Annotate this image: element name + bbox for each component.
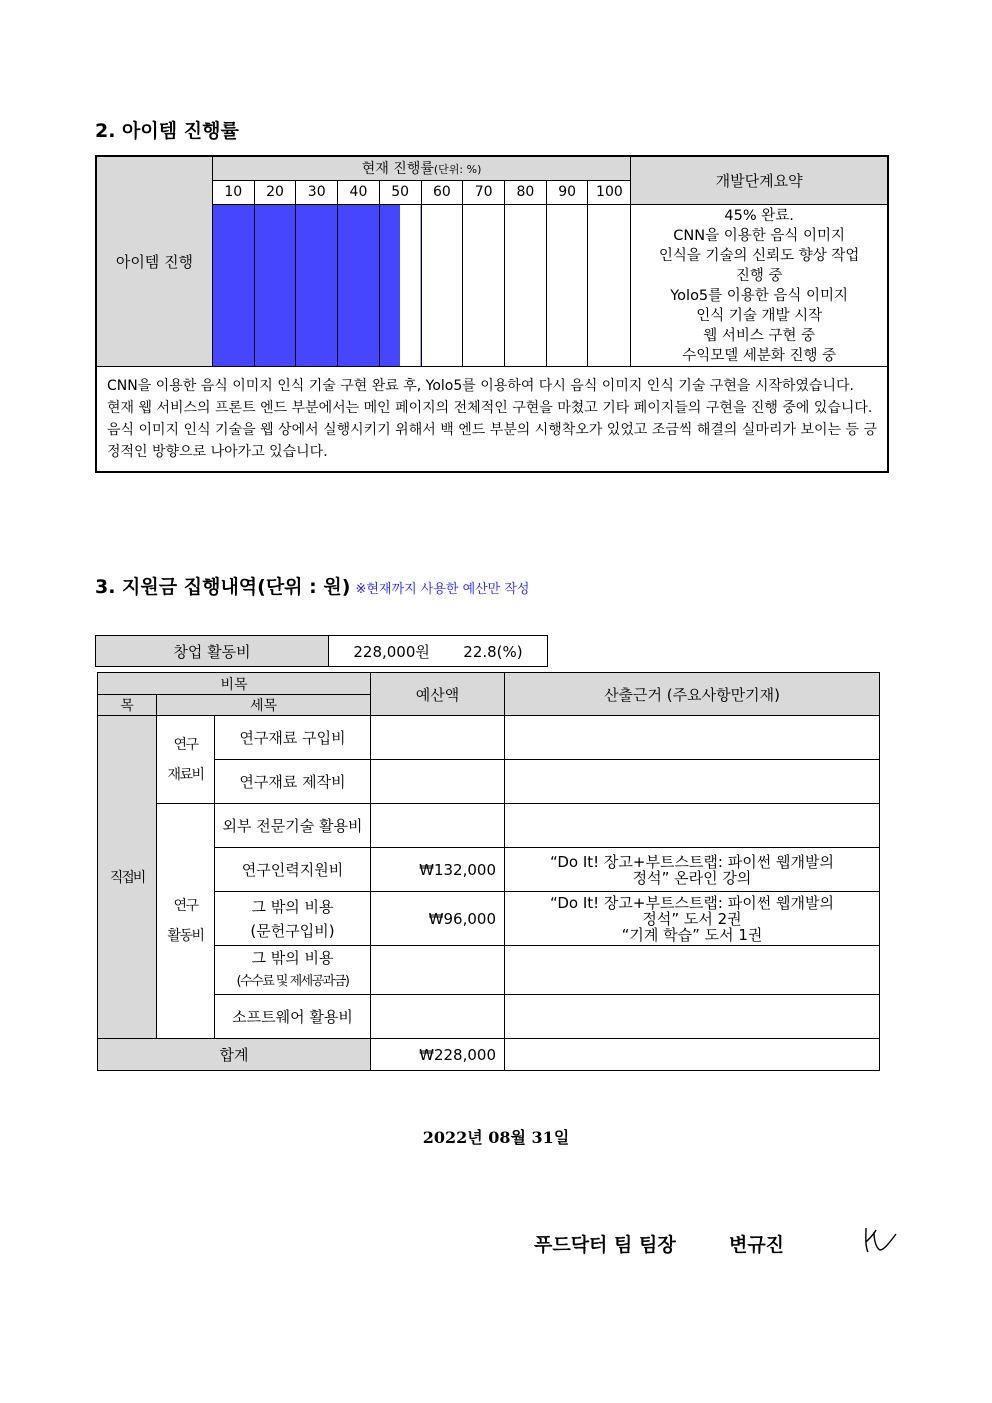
progress-note: 현재 웹 서비스의 프론트 엔드 부분에서는 메인 페이지의 전체적인 구현을 마쳤고 기타 페이지들의 구현을 진행 중에 있습니다. [107, 399, 873, 416]
signature-title: 푸드닥터 팀 팀장 [534, 1234, 676, 1256]
sub-group [157, 804, 215, 1039]
line-item-basis [505, 804, 880, 848]
header-sub: 세목 [157, 695, 371, 716]
basis-line: 정석” 온라인 강의 [632, 868, 752, 887]
header-basis: 산출근거 (주요사항만기재) [505, 673, 880, 716]
scale-tick-60: 60 [421, 180, 463, 204]
line-item-amount [371, 946, 505, 995]
total-amount: ₩228,000 [371, 1039, 505, 1071]
main-category: 직접비 [98, 716, 157, 1039]
line-item-text: 연구인력지원비 [241, 860, 344, 879]
line-item-basis [505, 946, 880, 995]
line-item-text: (수수료 및 제세공과금) [236, 974, 349, 989]
line-item-amount [371, 716, 505, 760]
header-main: 목 [98, 695, 157, 716]
header-category: 비목 [98, 673, 371, 695]
summary-line: CNN을 이용한 음식 이미지 [673, 227, 846, 244]
scale-tick-100: 100 [588, 180, 631, 204]
line-item-text: 그 밖의 비용 [251, 897, 334, 916]
signature-name: 변규진 [728, 1234, 785, 1256]
line-item-name [215, 995, 371, 1039]
sub-group-line: 연구 [173, 736, 198, 753]
progress-cell-90 [546, 204, 588, 366]
progress-notes [96, 366, 888, 472]
signature-block [534, 1230, 784, 1257]
line-item-text: 그 밖의 비용 [251, 949, 334, 967]
line-item-text: 연구재료 제작비 [239, 772, 346, 791]
basis-line: “Do It! 장고+부트스트랩: 파이썬 웹개발의 [550, 852, 834, 871]
summary-line: 수익모델 세분화 진행 중 [682, 347, 837, 364]
line-item-text: 소프트웨어 활용비 [232, 1007, 353, 1026]
scale-tick-80: 80 [505, 180, 547, 204]
progress-cell-100 [588, 204, 631, 366]
basis-line: 정석” 도서 2권 [642, 909, 742, 928]
scale-tick-70: 70 [463, 180, 505, 204]
line-item-name [215, 946, 371, 995]
progress-table [95, 155, 889, 473]
activity-amount-value: 228,000원 [353, 642, 430, 661]
line-item-text: 외부 전문기술 활용비 [222, 816, 363, 835]
line-item-name [215, 892, 371, 946]
progress-cell-20 [254, 204, 296, 366]
activity-label: 창업 활동비 [96, 636, 329, 667]
line-item-basis [505, 892, 880, 946]
progress-cell-60 [421, 204, 463, 366]
line-item-text: (문헌구입비) [250, 921, 335, 940]
section2-title: 2. 아이템 진행률 [95, 120, 239, 142]
sub-group [157, 716, 215, 804]
summary-line: 웹 서비스 구현 중 [703, 327, 816, 344]
section3-note: ※현재까지 사용한 예산만 작성 [355, 582, 530, 597]
summary-line: 진행 중 [735, 267, 783, 284]
summary-line: Yolo5를 이용한 음식 이미지 [670, 287, 849, 304]
progress-cell-80 [505, 204, 547, 366]
activity-rate: 22.8(%) [463, 642, 523, 661]
summary-line: 45% 완료. [724, 207, 794, 224]
line-item-basis [505, 848, 880, 892]
progress-note: CNN을 이용한 음식 이미지 인식 기술 구현 완료 후, Yolo5를 이용하여 다시 음식 이미지 인식 기술 구현을 시작하였습니다. [107, 377, 854, 394]
line-item-basis [505, 995, 880, 1039]
line-item-amount [371, 804, 505, 848]
summary-line: 인식 기술 개발 시작 [696, 307, 823, 324]
scale-tick-50: 50 [379, 180, 421, 204]
total-basis [505, 1039, 880, 1071]
summary-header: 개발단계요약 [631, 156, 888, 204]
line-item-text: 연구재료 구입비 [239, 728, 346, 747]
activity-cost-table [95, 635, 548, 667]
scale-tick-90: 90 [546, 180, 588, 204]
line-item-basis [505, 760, 880, 804]
progress-cell-10 [212, 204, 254, 366]
sub-group-line: 연구 [173, 898, 198, 914]
header-budget: 예산액 [371, 673, 505, 716]
line-item-name [215, 848, 371, 892]
item-progress-label: 아이템 진행 [96, 156, 212, 366]
basis-line: “기계 학습” 도서 1권 [621, 925, 763, 944]
budget-table [97, 672, 880, 1071]
document-date: 2022년 08월 31일 [422, 1128, 570, 1147]
line-item-name [215, 804, 371, 848]
line-item-amount: ₩96,000 [371, 892, 505, 946]
line-item-amount: ₩132,000 [371, 848, 505, 892]
summary-cell [631, 204, 888, 366]
progress-cell-40 [338, 204, 380, 366]
scale-tick-40: 40 [338, 180, 380, 204]
basis-line: “Do It! 장고+부트스트랩: 파이썬 웹개발의 [550, 893, 834, 912]
line-item-name [215, 716, 371, 760]
progress-cell-30 [296, 204, 338, 366]
sub-group-line: 활동비 [167, 928, 204, 944]
section3-title: 3. 지원금 집행내역(단위 : 원) [95, 576, 351, 598]
section3-heading [95, 572, 530, 599]
progress-cell-50 [379, 204, 421, 366]
progress-header: 현재 진행률(단위: %) [212, 156, 630, 180]
scale-tick-30: 30 [296, 180, 338, 204]
scale-tick-10: 10 [212, 180, 254, 204]
total-label: 합계 [98, 1039, 371, 1071]
line-item-amount [371, 760, 505, 804]
activity-amount [329, 636, 548, 667]
handwritten-signature-icon [860, 1224, 900, 1256]
progress-note: 음식 이미지 인식 기술을 웹 상에서 실행시키기 위해서 백 엔드 부분의 시행착오가 있었고 조금씩 해결의 실마리가 보이는 등 긍정적인 방향으로 나아가고 있습니다. [107, 421, 877, 460]
progress-cell-70 [463, 204, 505, 366]
line-item-name [215, 760, 371, 804]
line-item-basis [505, 716, 880, 760]
sub-group-line: 재료비 [167, 766, 204, 783]
summary-line: 인식을 기술의 신뢰도 향상 작업 [658, 247, 860, 264]
scale-tick-20: 20 [254, 180, 296, 204]
line-item-amount [371, 995, 505, 1039]
